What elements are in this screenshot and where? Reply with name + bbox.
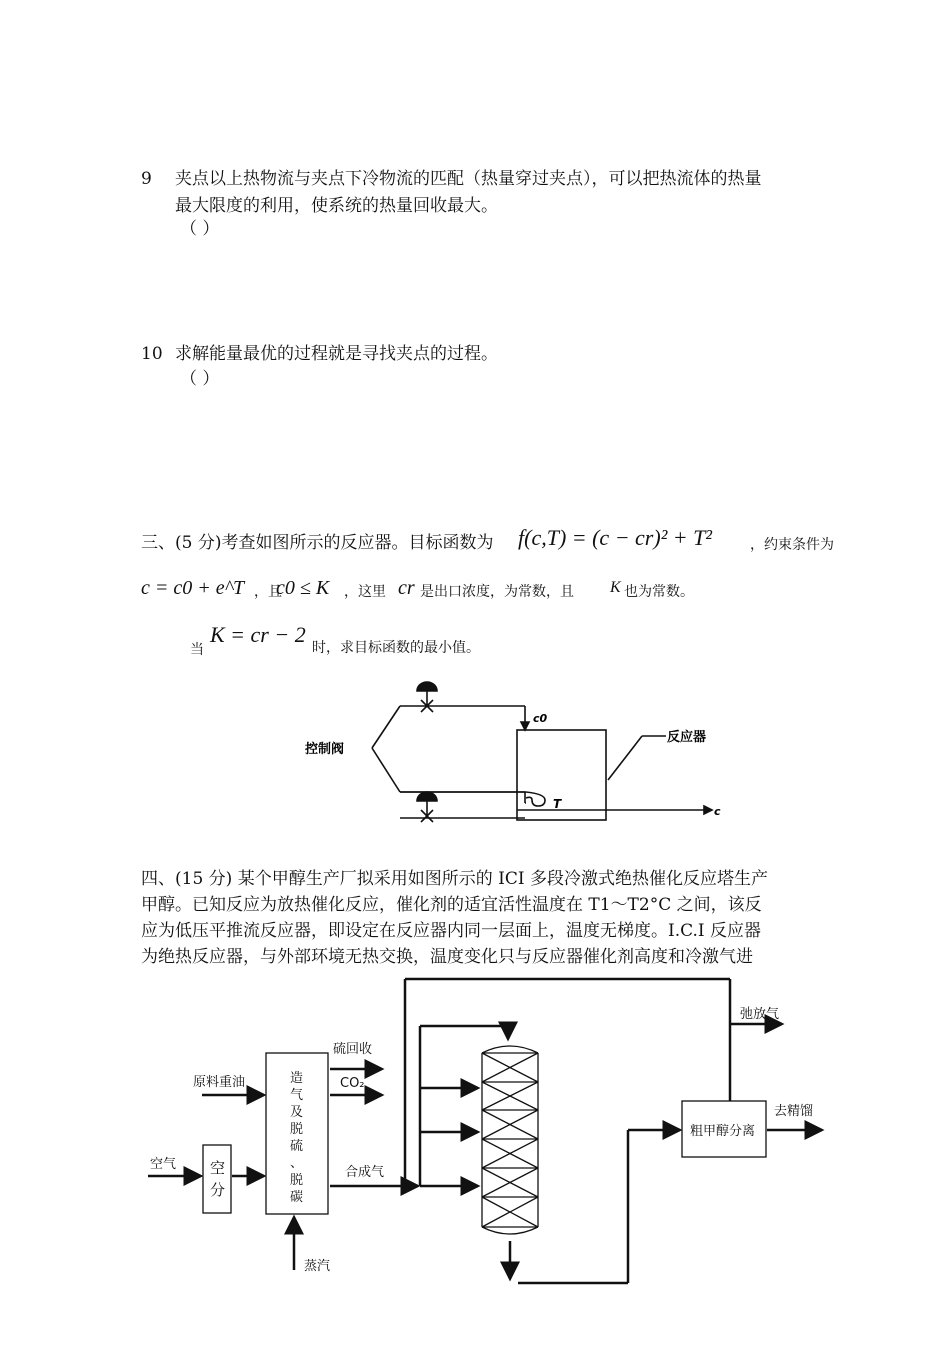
gasify-char-3: 及 <box>290 1105 304 1120</box>
gasify-char-2: 气 <box>290 1088 304 1103</box>
sulfur-label: 硫回收 <box>333 1042 373 1057</box>
purge-label: 弛放气 <box>740 1007 780 1022</box>
reactor-label: 反应器 <box>667 730 707 745</box>
c0-label: c0 <box>533 712 548 725</box>
k-symbol: K <box>610 579 621 596</box>
gasify-char-7: 脱 <box>290 1173 304 1188</box>
gasify-char-6: 、 <box>290 1156 304 1171</box>
desc-text: 是出口浓度，为常数，且 <box>420 584 574 600</box>
constraint-equation: c = c0 + e^T <box>141 577 245 599</box>
desc2-text: 也为常数。 <box>624 584 694 600</box>
cr-symbol: cr <box>398 577 415 599</box>
constraint-intro: ，约束条件为 <box>750 537 834 553</box>
gasify-char-1: 造 <box>290 1071 304 1086</box>
q9-number: 9 <box>141 169 152 189</box>
syngas-label: 合成气 <box>345 1165 385 1180</box>
crude-sep-label: 粗甲醇分离 <box>690 1124 756 1139</box>
co2-label: CO₂ <box>340 1076 365 1091</box>
gasify-char-5: 硫 <box>290 1139 304 1154</box>
methanol-flowsheet <box>0 965 952 1295</box>
q9-line2: 最大限度的利用，使系统的热量回收最大。 <box>175 196 498 216</box>
reactor-diagram <box>290 670 750 835</box>
objective-function: f(c,T) = (c − cr)² + T² <box>518 525 712 550</box>
condition-equation: K = cr − 2 <box>210 622 306 647</box>
gasify-char-8: 碳 <box>290 1190 304 1205</box>
to-rect-label: 去精馏 <box>774 1104 814 1119</box>
air-label: 空气 <box>150 1157 177 1172</box>
valve-label: 控制阀 <box>305 742 345 757</box>
q10-number: 10 <box>141 344 163 364</box>
section4-line2: 甲醇。已知反应为放热催化反应，催化剂的适宜活性温度在 T1～T2°C 之间，该反 <box>141 895 762 915</box>
air-sep-char-2: 分 <box>210 1181 226 1199</box>
and-text: ，且 <box>254 584 282 600</box>
q9-answer: （ ） <box>180 219 220 239</box>
q10-line1: 求解能量最优的过程就是寻找夹点的过程。 <box>175 344 498 364</box>
feed-oil-label: 原料重油 <box>193 1075 246 1090</box>
section4-line1: 四、(15 分) 某个甲醇生产厂拟采用如图所示的 ICI 多段冷激式绝热催化反应塔生产 <box>141 869 768 889</box>
when-text: 当 <box>190 642 204 658</box>
ask-text: 时，求目标函数的最小值。 <box>312 640 480 656</box>
q10-answer: （ ） <box>180 369 220 389</box>
section3-heading: 三、(5 分)考查如图所示的反应器。目标函数为 <box>141 533 494 553</box>
q9-line1: 夹点以上热物流与夹点下冷物流的匹配（热量穿过夹点），可以把热流体的热量 <box>175 169 762 189</box>
gasify-char-4: 脱 <box>290 1122 304 1137</box>
section4-line3: 应为低压平推流反应器，即设定在反应器内同一层面上，温度无梯度。I.C.I 反应器 <box>141 921 762 941</box>
steam-label: 蒸汽 <box>304 1259 331 1274</box>
section4-line4: 为绝热反应器，与外部环境无热交换，温度变化只与反应器催化剂高度和冷激气进 <box>141 947 753 967</box>
t-label: T <box>553 797 562 811</box>
inequality: c0 ≤ K <box>276 577 330 599</box>
here-text: ，这里 <box>344 584 386 600</box>
c-label: c <box>714 805 721 818</box>
air-sep-char-1: 空 <box>210 1159 226 1177</box>
